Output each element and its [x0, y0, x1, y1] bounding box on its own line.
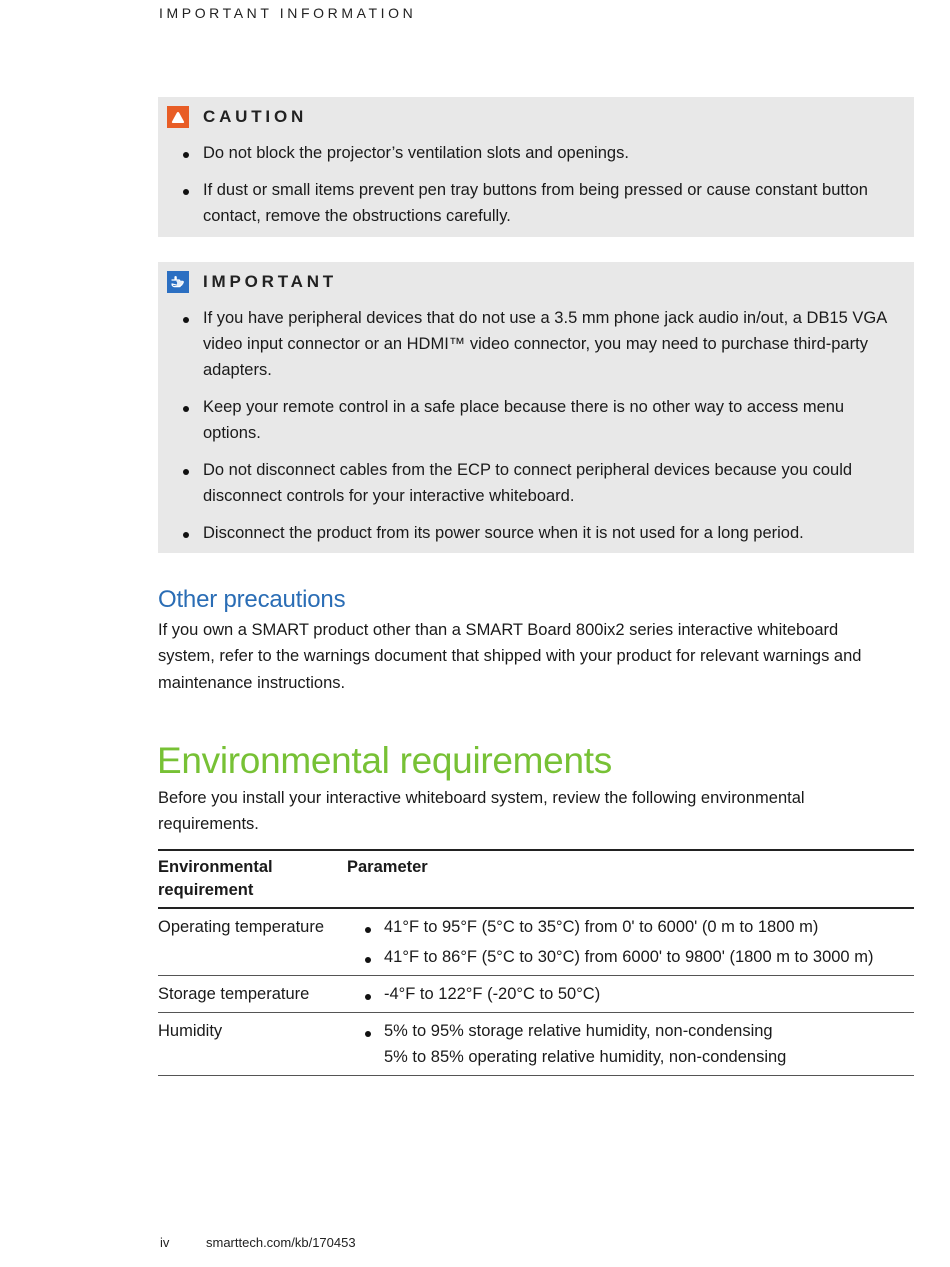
environmental-requirements-table [158, 849, 914, 1076]
column-header-requirement: Environmental requirement [158, 858, 273, 899]
parameter-cell [347, 908, 914, 976]
table-row [158, 1013, 914, 1076]
pointing-hand-icon [167, 271, 189, 293]
environmental-requirements-heading: Environmental requirements [157, 740, 612, 781]
important-header [167, 271, 337, 293]
page-header-title: IMPORTANT INFORMATION [159, 5, 417, 21]
parameter-cell [347, 976, 914, 1013]
list-item: Disconnect the product from its power source when it is not used for a long period. [182, 520, 900, 546]
list-item: If you have peripheral devices that do not use a 3.5 mm phone jack audio in/out, a DB15 VGA video input connector or an HDMI™ video connector, you may need to purchase third-party adapters. [182, 305, 900, 383]
parameter-item: 5% to 95% storage relative humidity, non-condensing [347, 1018, 914, 1044]
other-precautions-body: If you own a SMART product other than a SMART Board 800ix2 series interactive whiteboard system, refer to the warnings document that shipped with your product for relevant warnings and maintenance instructions. [158, 621, 862, 692]
important-label: IMPORTANT [203, 272, 337, 291]
environmental-intro: Before you install your interactive whiteboard system, review the following environmental requirements. [158, 789, 805, 834]
other-precautions-heading: Other precautions [158, 586, 346, 613]
list-item: Keep your remote control in a safe place because there is no other way to access menu options. [182, 394, 900, 446]
list-item: Do not block the projector’s ventilation slots and openings. [182, 140, 900, 166]
column-header-parameter: Parameter [347, 858, 428, 876]
caution-label: CAUTION [203, 107, 308, 126]
table-header-row [158, 850, 914, 908]
parameter-item: 41°F to 86°F (5°C to 30°C) from 6000' to 9800' (1800 m to 3000 m) [347, 944, 914, 970]
requirement-cell: Storage temperature [158, 985, 310, 1003]
page-number: iv [160, 1235, 170, 1250]
caution-box [158, 97, 914, 237]
table-row [158, 976, 914, 1013]
requirement-cell: Operating temperature [158, 918, 325, 936]
caution-triangle-icon [167, 106, 189, 128]
parameter-continuation: 5% to 85% operating relative humidity, non-condensing [384, 1048, 787, 1066]
footer-url-link[interactable]: smarttech.com/kb/170453 [206, 1235, 356, 1250]
parameter-cell [347, 1013, 914, 1076]
table-row [158, 908, 914, 976]
parameter-item: 41°F to 95°F (5°C to 35°C) from 0' to 6000' (0 m to 1800 m) [347, 914, 914, 940]
list-item: Do not disconnect cables from the ECP to connect peripheral devices because you could disconnect controls for your interactive whiteboard. [182, 457, 900, 509]
important-box [158, 262, 914, 553]
caution-list [182, 140, 900, 240]
requirement-cell: Humidity [158, 1022, 223, 1040]
important-list [182, 305, 900, 557]
list-item: If dust or small items prevent pen tray buttons from being pressed or cause constant button contact, remove the obstructions carefully. [182, 177, 900, 229]
parameter-item: -4°F to 122°F (-20°C to 50°C) [347, 981, 914, 1007]
caution-header [167, 106, 307, 128]
